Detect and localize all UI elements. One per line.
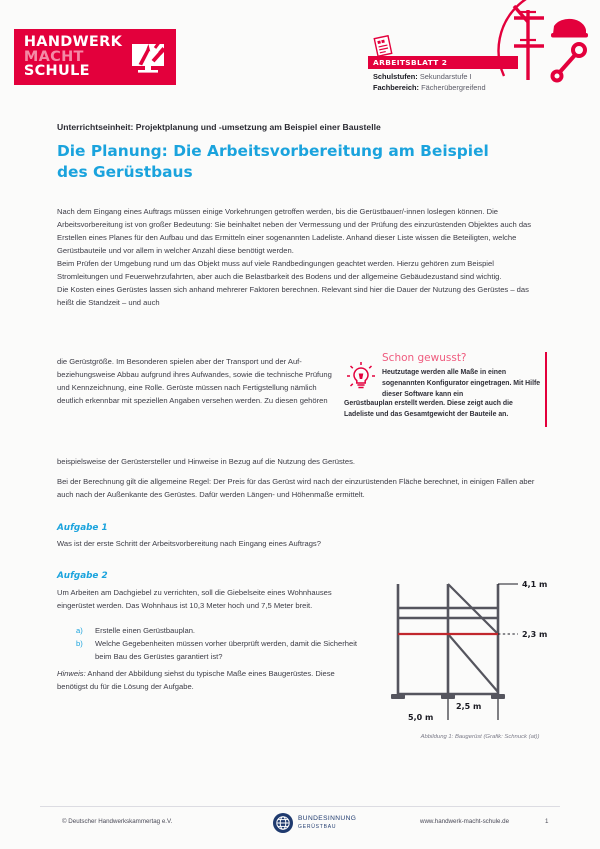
brand-logo-wordmark <box>18 35 122 79</box>
task-2-subitems <box>76 624 366 663</box>
task-2-hint <box>57 667 357 693</box>
task-2-heading: Aufgabe 2 <box>57 571 108 581</box>
paragraph-6: Bei der Berechnung gilt die allgemeine Regel: Der Preis für das Gerüst wird nach der einzurüstenden Fläche berechnet, in einigen Fällen aber auch nach der Außenkante des Gerüstes. Dafür werden Längen- und Höhenmaße ermittelt. <box>57 477 535 500</box>
infobox-heading: Schon gewusst? <box>382 352 467 364</box>
lightbulb-icon <box>344 360 378 394</box>
list-item-label: Welche Gegebenheiten müssen vorher überprüft werden, damit die Sicherheit beim Bau des Gerüstes garantiert ist? <box>95 639 357 662</box>
infobox-text-part1: Heutzutage werden alle Maße in einen sogenannten Konfigurator eingetragen. Mit Hilfe dieser Software kann ein <box>382 369 541 399</box>
brand-logo-line2: MACHT <box>23 48 84 65</box>
footer-page-number: 1 <box>545 818 549 825</box>
paragraph-5: beispielsweise der Gerüstersteller und Hinweise in Bezug auf die Nutzung des Gerüstes. <box>57 456 355 466</box>
scaffolding-diagram <box>376 572 566 722</box>
meta-value-schulstufen: Sekundarstufe I <box>419 72 472 81</box>
infobox-text-part2: Gerüstbauplan erstellt werden. Diese zeigt auch die Ladeliste und das Gesamtgewicht der Bauteile an. <box>344 400 513 419</box>
page-footer <box>40 812 560 834</box>
dimension-label-height-total: 4,1 m <box>522 580 548 589</box>
worksheet-document-icon <box>372 35 394 57</box>
page-title: Die Planung: Die Arbeitsvorbereitung am Beispiel des Gerüstbaus <box>57 142 489 181</box>
text-block-continued <box>57 447 544 509</box>
brand-logo <box>14 29 176 85</box>
meta-row-fachbereich <box>373 82 486 93</box>
footer-url[interactable]: www.handwerk-macht-schule.de <box>420 818 510 825</box>
worksheet-badge: ARBEITSBLATT 2 <box>368 56 518 69</box>
paragraph-3: Die Kosten eines Gerüstes lassen sich anhand mehrerer Faktoren berechnen. Relevant sind hier die Dauer der Nutzung des Gerüstes – das heißt die Standzeit – und auch <box>57 285 529 308</box>
meta-label-schulstufen: Schulstufen: <box>373 72 418 81</box>
dimension-label-width-right: 2,5 m <box>456 702 482 711</box>
footer-divider <box>40 806 560 807</box>
footer-partner-line1: BUNDESINNUNG <box>298 815 357 822</box>
dimension-label-height-mid: 2,3 m <box>522 630 548 639</box>
list-item-marker: a) <box>76 626 83 635</box>
brand-logo-line1: HANDWERK <box>23 33 123 50</box>
meta-value-fachbereich: Fächerübergreifend <box>421 83 486 93</box>
infobox-accent-bar <box>545 352 547 427</box>
intro-text-block <box>57 205 544 309</box>
paragraph-1: Nach dem Eingang eines Auftrags müssen einige Vorkehrungen getroffen werden, bis die Gerüstbauer/-innen loslegen können. Die Arbeitsvorbereitung ist von großer Bedeutung: Sie beinhaltet neben der Vermessung und der Prüfung des einzurüstenden Objektes auch das Erstellen eines Planes für den Aufbau und das Ermitteln einer sogenannten Ladeliste. Anhand dieser Liste wissen die Beteiligten, welche Gerüstbauteile und vor allem in welcher Anzahl diese benötigt werden. <box>57 207 532 256</box>
worksheet-meta <box>373 71 486 94</box>
footer-partner-line2: GERÜSTBAU <box>298 823 337 830</box>
task-2-hint-label: Hinweis: <box>57 669 86 678</box>
meta-row-schulstufen <box>373 71 486 82</box>
paragraph-4: die Gerüstgröße. Im Besonderen spielen aber der Transport und der Auf- beziehungsweise Abbau aufgrund ihres Aufwandes, sowie die technische Prüfung und Kennzeichnung, eine Rolle. Gerüste müssen nach Fertigstellung nämlich deutlich erkennbar mit speziellen Angaben versehen werden. Zu diesen gehören <box>57 357 332 406</box>
footer-copyright: © Deutscher Handwerkskammertag e.V. <box>62 818 173 825</box>
task-1-text: Was ist der erste Schritt der Arbeitsvorbereitung nach Eingang eines Auftrags? <box>57 539 321 548</box>
list-item-label: Erstelle einen Gerüstbauplan. <box>95 626 196 635</box>
figure-caption: Abbildung 1: Baugerüst (Grafik: Schnuck (at)) <box>420 734 540 740</box>
dimension-label-width-total: 5,0 m <box>408 713 434 722</box>
unit-subtitle: Unterrichtseinheit: Projektplanung und -umsetzung am Beispiel einer Baustelle <box>57 122 381 132</box>
footer-partner-name <box>298 815 356 831</box>
meta-label-fachbereich: Fachbereich: <box>373 83 420 93</box>
task-1-heading: Aufgabe 1 <box>57 523 108 533</box>
task-2-text: Um Arbeiten am Dachgiebel zu verrichten, soll die Giebelseite eines Wohnhauses eingerüstet werden. Das Wohnhaus ist 10,3 Meter hoch und 7,5 Meter breit. <box>57 588 332 611</box>
brand-logo-line3: SCHULE <box>23 63 90 80</box>
monitor-pencil-hammer-icon <box>128 37 172 77</box>
list-item-marker: b) <box>76 639 83 649</box>
paragraph-2: Beim Prüfen der Umgebung rund um das Objekt muss auf viele Randbedingungen geachtet werden. Hierzu gehören zum Beispiel Stromleitungen und Feuerwehrzufahrten, aber auch die Belastbarkeit des Bodens und der allgemeine Gebäudezustand sind wichtig. <box>57 259 502 282</box>
list-item <box>76 624 366 637</box>
task-2-hint-text: Anhand der Abbildung siehst du typische Maße eines Baugerüstes. Diese benötigst du für die Lösung der Aufgabe. <box>57 669 335 692</box>
bundesinnung-geruestbau-logo <box>272 812 294 834</box>
list-item <box>76 637 366 663</box>
